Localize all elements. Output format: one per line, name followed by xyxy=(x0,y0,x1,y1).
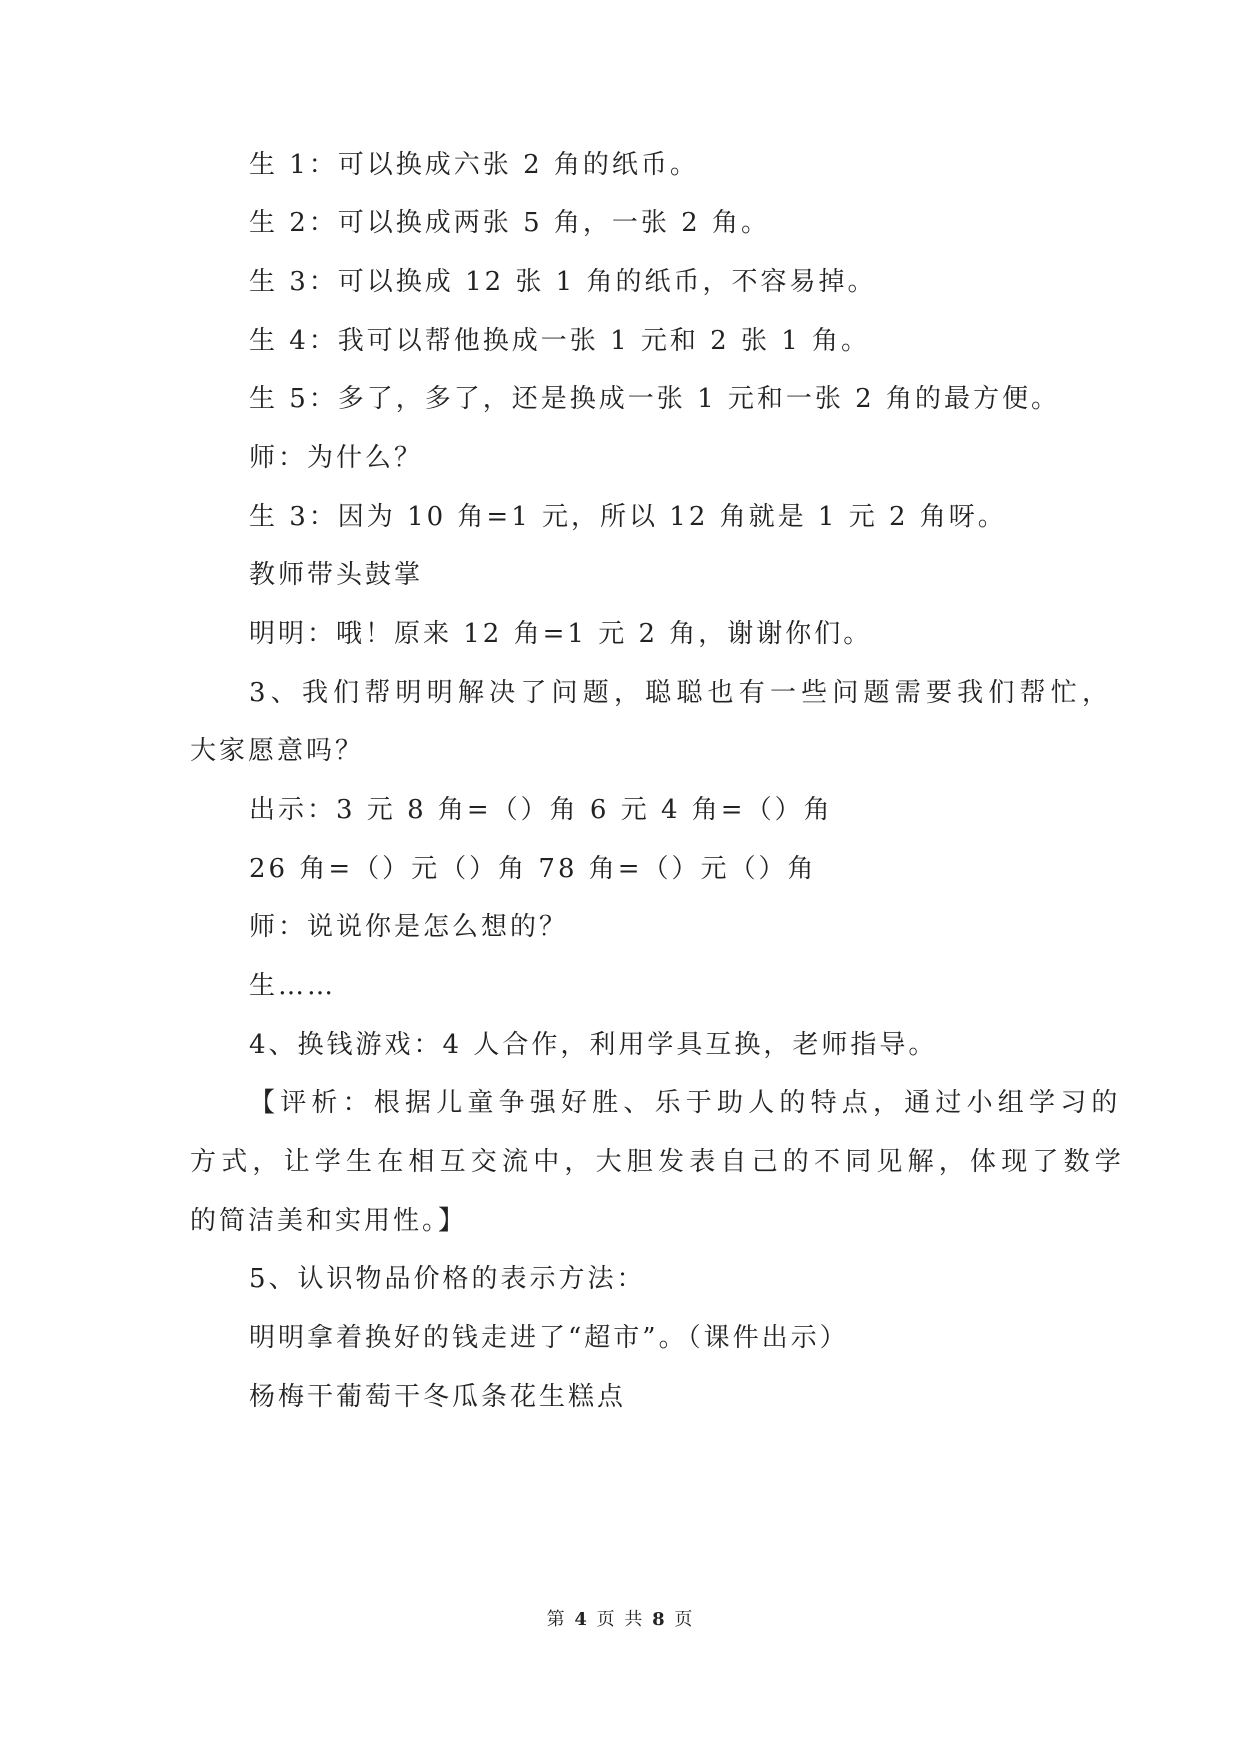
text-line-22: 杨梅干葡萄干冬瓜条花生糕点 xyxy=(249,1382,627,1412)
text-line-12: 出示：3 元 8 角=（）角 6 元 4 角=（）角 xyxy=(249,795,833,825)
text-line-6: 师：为什么？ xyxy=(249,443,424,473)
text-line-4: 生 4：我可以帮他换成一张 1 元和 2 张 1 角。 xyxy=(249,326,871,356)
text-line-7: 生 3：因为 10 角=1 元，所以 12 角就是 1 元 2 角呀。 xyxy=(249,502,1007,532)
text-line-21: 明明拿着换好的钱走进了“超市”。（课件出示） xyxy=(249,1323,849,1353)
text-line-17: 【评析：根据儿童争强好胜、乐于助人的特点，通过小组学习的 xyxy=(249,1088,1123,1118)
text-line-19: 的简洁美和实用性。】 xyxy=(190,1206,468,1236)
footer-total-pages: 8 xyxy=(652,1609,667,1630)
text-line-13: 26 角=（）元（）角 78 角=（）元（）角 xyxy=(249,854,817,884)
text-line-3: 生 3：可以换成 12 张 1 角的纸币，不容易掉。 xyxy=(249,267,877,297)
footer-prefix: 第 xyxy=(546,1609,567,1630)
text-line-14: 师：说说你是怎么想的？ xyxy=(249,912,569,942)
text-line-5: 生 5：多了，多了，还是换成一张 1 元和一张 2 角的最方便。 xyxy=(249,384,1060,414)
footer-middle: 页 共 xyxy=(596,1609,645,1630)
text-line-15: 生…… xyxy=(249,971,337,1001)
text-line-8: 教师带头鼓掌 xyxy=(249,560,424,590)
text-line-2: 生 2：可以换成两张 5 角，一张 2 角。 xyxy=(249,208,770,238)
text-line-16: 4、换钱游戏：4 人合作，利用学具互换，老师指导。 xyxy=(249,1030,938,1060)
text-line-10: 3、我们帮明明解决了问题，聪聪也有一些问题需要我们帮忙， xyxy=(249,678,1114,708)
footer-page-number: 4 xyxy=(574,1609,589,1630)
text-line-18: 方式，让学生在相互交流中，大胆发表自己的不同见解，体现了数学 xyxy=(190,1147,1127,1177)
page-footer xyxy=(0,1608,1241,1632)
footer-suffix: 页 xyxy=(674,1609,695,1630)
text-line-11: 大家愿意吗？ xyxy=(190,736,365,766)
text-line-9: 明明：哦！原来 12 角=1 元 2 角，谢谢你们。 xyxy=(249,619,873,649)
text-line-1: 生 1：可以换成六张 2 角的纸币。 xyxy=(249,150,699,180)
text-line-20: 5、认识物品价格的表示方法： xyxy=(249,1264,646,1294)
